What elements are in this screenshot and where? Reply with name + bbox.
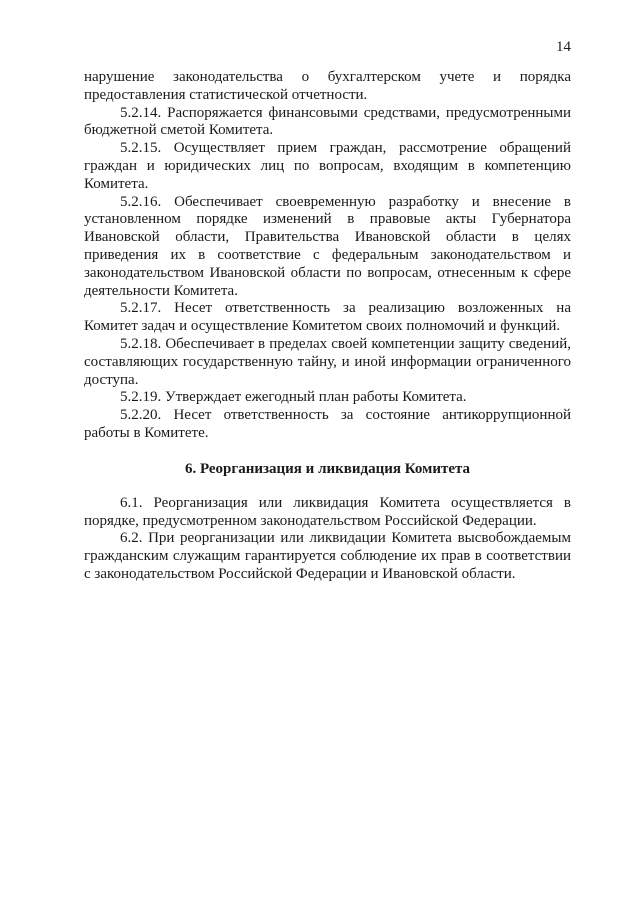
paragraph-continuation: нарушение законодательства о бухгалтерском учете и порядка предоставления статистической отчетности. (84, 69, 571, 103)
paragraph-5-2-19: 5.2.19. Утверждает ежегодный план работы Комитета. (120, 389, 467, 406)
paragraph-5-2-14: 5.2.14. Распоряжается финансовыми средствами, предусмотренными бюджетной сметой Комитета. (84, 104, 571, 139)
paragraph-5-2-16: 5.2.16. Обеспечивает своевременную разработку и внесение в установленном порядке изменений в правовые акты Губернатора Ивановской области, Правительства Ивановской области в целях приведения их в соответствие с федеральным законодательством и законодательством Ивановской области по вопросам, отнесенным к сфере деятельности Комитета. (84, 193, 571, 299)
paragraph-5-2-20: 5.2.20. Несет ответственность за состояние антикоррупционной работы в Комитете. (84, 407, 571, 441)
paragraph-6-1: 6.1. Реорганизация или ликвидация Комитета осуществляется в порядке, предусмотренном законодательством Российской Федерации. (84, 494, 571, 529)
paragraph-5-2-18: 5.2.18. Обеспечивает в пределах своей компетенции защиту сведений, составляющих государственную тайну, и иной информации ограниченного доступа. (84, 335, 571, 388)
paragraph-5-2-17: 5.2.17. Несет ответственность за реализацию возложенных на Комитет задач и осуществление Комитетом своих полномочий и функций. (84, 300, 571, 335)
paragraph-6-2: 6.2. При реорганизации или ликвидации Комитета высвобождаемым гражданским служащим гарантируется соблюдение их прав в соответствии с законодательством Российской Федерации и Ивановской области. (84, 530, 571, 582)
page-number: 14 (556, 39, 571, 55)
section-heading: 6. Реорганизация и ликвидация Комитета (184, 460, 471, 477)
document-body (84, 69, 571, 584)
paragraph-5-2-15: 5.2.15. Осуществляет прием граждан, рассмотрение обращений граждан и юридических лиц по вопросам, входящим в компетенцию Комитета. (84, 140, 571, 192)
